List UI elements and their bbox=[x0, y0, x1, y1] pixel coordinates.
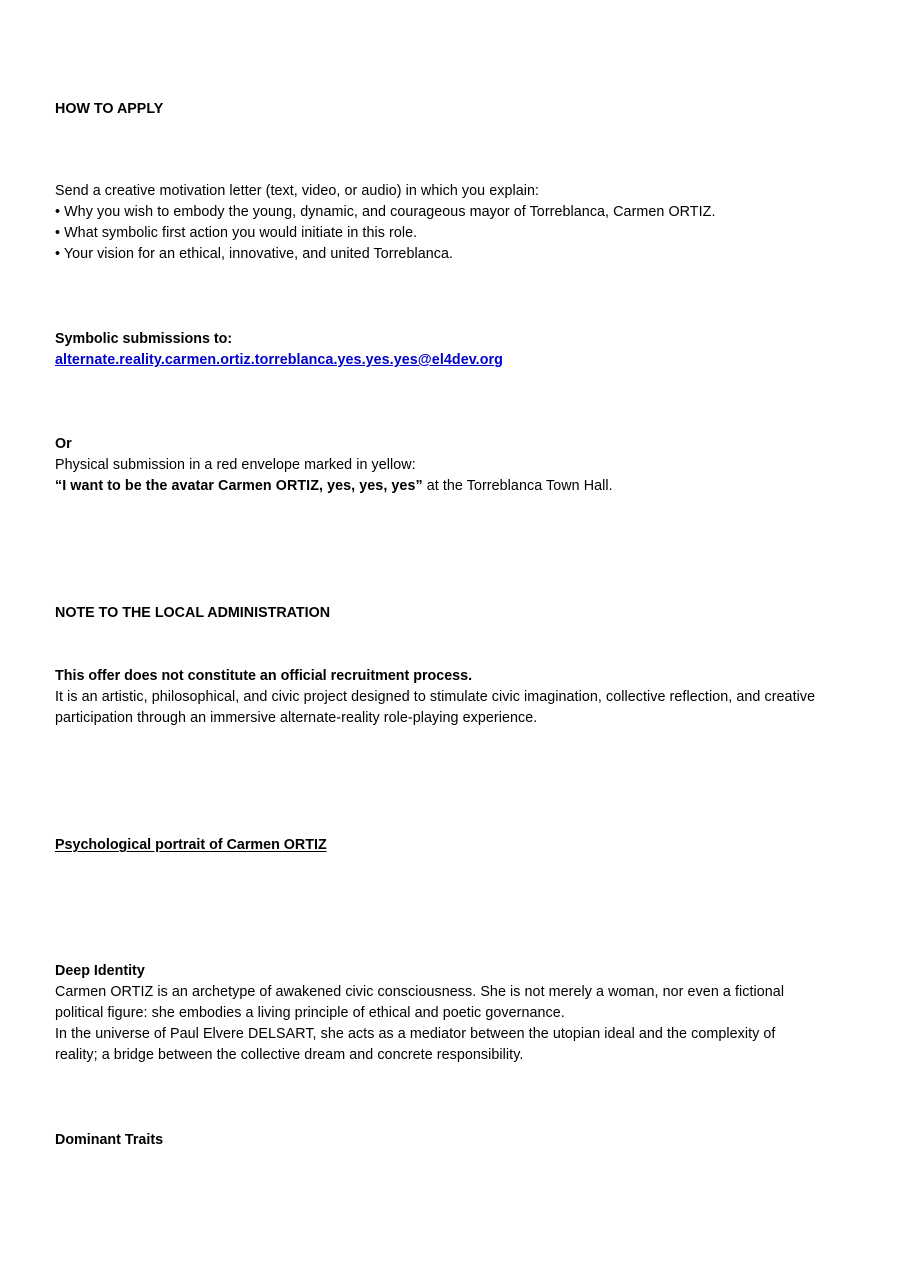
section-how-to-apply bbox=[55, 99, 163, 120]
note-body-paragraph bbox=[55, 687, 815, 729]
heading-symbolic-submissions: Symbolic submissions to: bbox=[55, 331, 233, 347]
submission-quote-suffix: at the Torreblanca Town Hall. bbox=[422, 478, 613, 494]
heading-or: Or bbox=[55, 436, 72, 452]
heading-note-to-administration: NOTE TO THE LOCAL ADMINISTRATION bbox=[55, 605, 331, 621]
submission-quote: “I want to be the avatar Carmen ORTIZ, yes, yes, yes” bbox=[55, 478, 423, 494]
deep-identity-line-2: political figure: she embodies a living principle of ethical and poetic governance. bbox=[55, 1005, 565, 1021]
heading-psychological-portrait: Psychological portrait of Carmen ORTIZ bbox=[55, 837, 327, 853]
heading-deep-identity: Deep Identity bbox=[55, 963, 145, 979]
section-alternative-submission bbox=[55, 434, 613, 497]
application-bullet-3: • Your vision for an ethical, innovative, and united Torreblanca. bbox=[55, 246, 454, 262]
section-note-heading bbox=[55, 603, 330, 624]
application-intro-line: Send a creative motivation letter (text, video, or audio) in which you explain: bbox=[55, 183, 540, 199]
deep-identity-paragraph bbox=[55, 982, 784, 1066]
deep-identity-line-3: In the universe of Paul Elvere DELSART, she acts as a mediator between the utopian ideal and the complexity of bbox=[55, 1026, 776, 1042]
quote-line bbox=[55, 476, 613, 497]
section-dominant-traits bbox=[55, 1130, 163, 1151]
section-application-instructions bbox=[55, 181, 716, 265]
section-psychological-portrait bbox=[55, 835, 327, 856]
application-bullet-2: • What symbolic first action you would initiate in this role. bbox=[55, 225, 418, 241]
alternative-submission-paragraph bbox=[55, 455, 613, 497]
submission-email-row bbox=[55, 350, 503, 371]
note-body-line-1: It is an artistic, philosophical, and civic project designed to stimulate civic imagination, collective reflection, and creative bbox=[55, 689, 816, 705]
note-body-line-2: participation through an immersive alternate-reality role-playing experience. bbox=[55, 710, 538, 726]
heading-how-to-apply: HOW TO APPLY bbox=[55, 101, 164, 117]
section-deep-identity bbox=[55, 961, 784, 1066]
deep-identity-line-4: reality; a bridge between the collective dream and concrete responsibility. bbox=[55, 1047, 524, 1063]
disclaimer-not-recruitment: This offer does not constitute an official recruitment process. bbox=[55, 668, 473, 684]
physical-submission-line: Physical submission in a red envelope marked in yellow: bbox=[55, 457, 416, 473]
section-note-body bbox=[55, 666, 815, 729]
application-bullet-1: • Why you wish to embody the young, dynamic, and courageous mayor of Torreblanca, Carmen ORTIZ. bbox=[55, 204, 716, 220]
heading-dominant-traits: Dominant Traits bbox=[55, 1132, 164, 1148]
deep-identity-line-1: Carmen ORTIZ is an archetype of awakened civic consciousness. She is not merely a woman, nor even a fictional bbox=[55, 984, 785, 1000]
submission-email-link[interactable]: alternate.reality.carmen.ortiz.torreblanca.yes.yes.yes@el4dev.org bbox=[55, 352, 503, 368]
section-symbolic-submissions bbox=[55, 329, 503, 371]
application-intro-paragraph bbox=[55, 181, 716, 265]
